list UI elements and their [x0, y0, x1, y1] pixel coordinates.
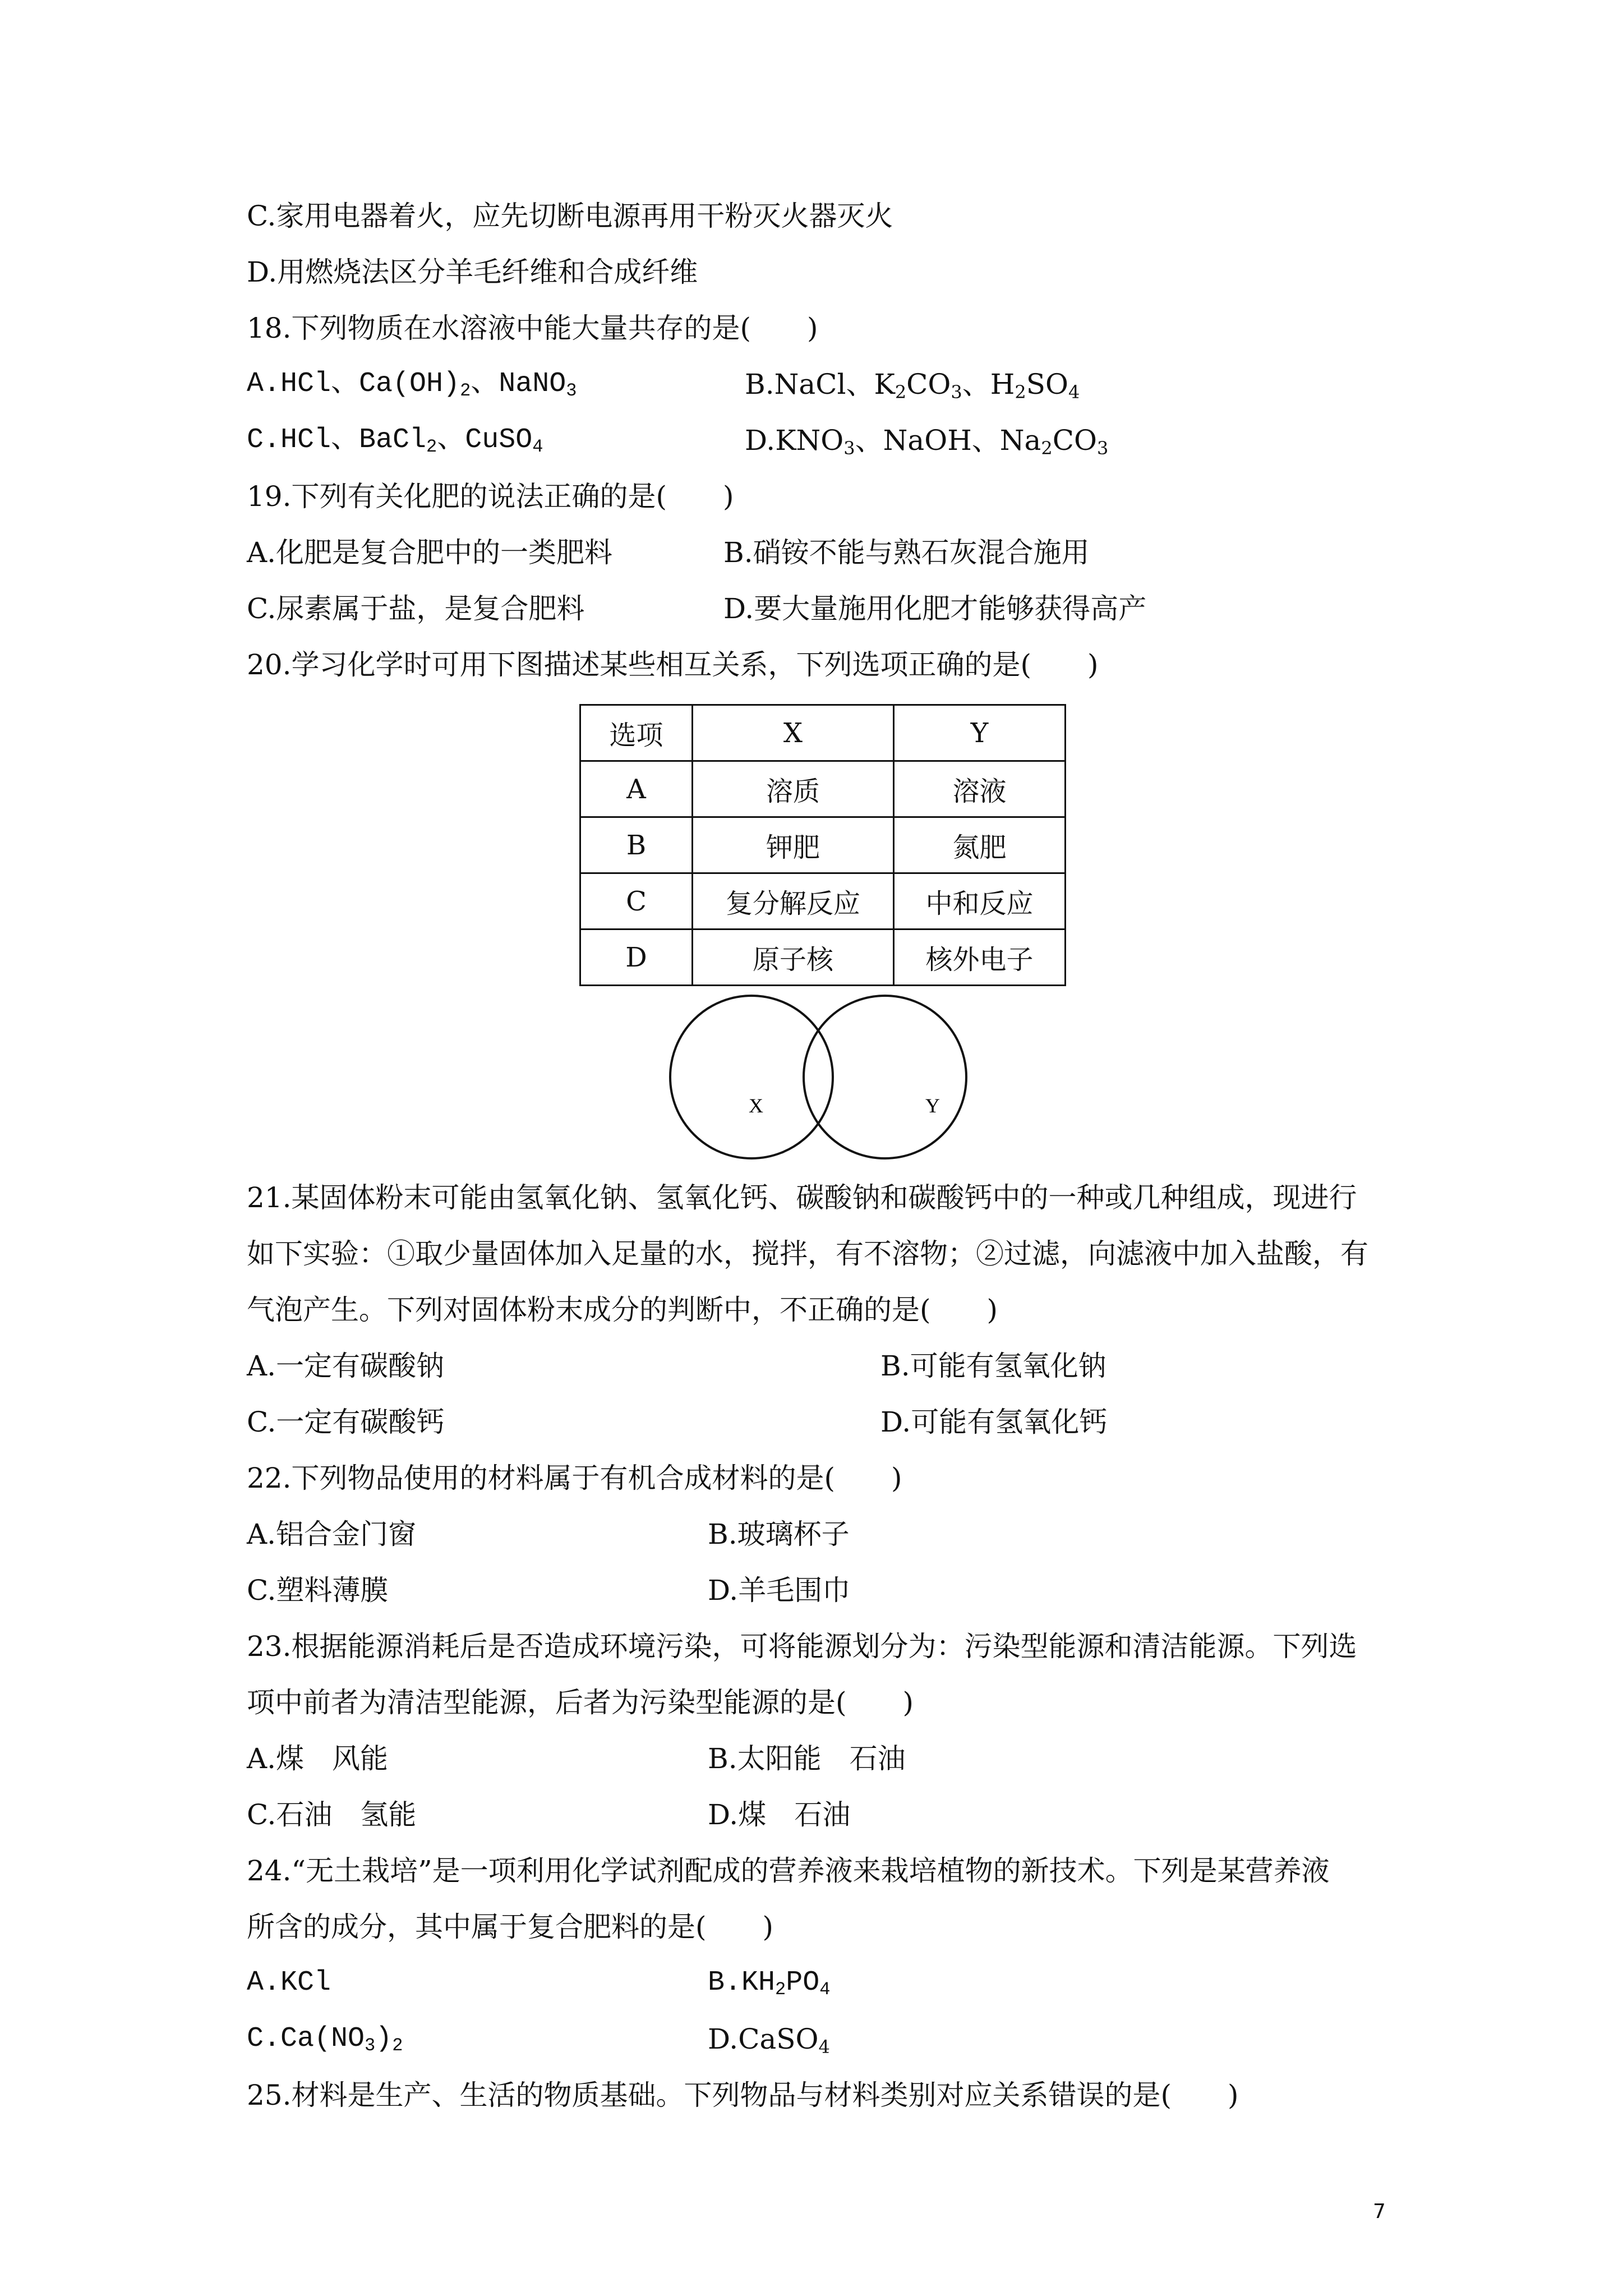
- q20-stem: 20.学习化学时可用下图描述某些相互关系，下列选项正确的是( ): [247, 648, 1099, 681]
- q23-option-a: A.煤 风能: [247, 1742, 389, 1775]
- q19-option-c: C.尿素属于盐，是复合肥料: [247, 592, 585, 625]
- q24-option-b: $B.KH_2PO_4$: [708, 1967, 831, 2000]
- table-header: Y: [894, 705, 1066, 761]
- q21-stem-line1: 21.某固体粉末可能由氢氧化钠、氢氧化钙、碳酸钠和碳酸钙中的一种或几种组成，现进行: [247, 1181, 1357, 1214]
- relationship-table: [579, 704, 1066, 986]
- table-cell: 中和反应: [894, 873, 1066, 930]
- q24-stem-line2: 所含的成分，其中属于复合肥料的是( ): [247, 1911, 774, 1943]
- q18-option-a: A.HCl、$Ca(OH)_2$、NaNO$_3$: [247, 368, 577, 401]
- table-cell: 氮肥: [894, 817, 1066, 873]
- venn-circle-x: [670, 996, 833, 1158]
- table-cell: 钾肥: [693, 817, 894, 873]
- venn-label-x: X: [749, 1094, 763, 1117]
- q18-option-b: B.NaCl、$K_2CO_3$、$H_2SO_4$: [745, 368, 1080, 403]
- q21-stem-line2: 如下实验：①取少量固体加入足量的水，搅拌，有不溶物；②过滤，向滤液中加入盐酸，有: [247, 1237, 1368, 1270]
- table-cell: 核外电子: [894, 930, 1066, 986]
- q24-option-d: D.CaSO$_4$: [708, 2023, 830, 2058]
- venn-diagram: [667, 993, 970, 1161]
- table-header: 选项: [580, 705, 693, 761]
- table-cell: B: [580, 817, 693, 873]
- table-row: [580, 873, 1066, 930]
- table-cell: C: [580, 873, 693, 930]
- q25-stem: 25.材料是生产、生活的物质基础。下列物品与材料类别对应关系错误的是( ): [247, 2079, 1239, 2111]
- table-header-row: [580, 705, 1066, 761]
- table-cell: 原子核: [693, 930, 894, 986]
- q24-stem-line1: 24.“无土栽培”是一项利用化学试剂配成的营养液来栽培植物的新技术。下列是某营养液: [247, 1855, 1330, 1887]
- q23-option-d: D.煤 石油: [708, 1798, 851, 1831]
- q19-option-a: A.化肥是复合肥中的一类肥料: [247, 536, 613, 569]
- table-cell: A: [580, 761, 693, 817]
- q24-option-a: A.KCl: [247, 1967, 331, 1999]
- q22-option-b: B.玻璃杯子: [708, 1518, 850, 1550]
- table-header: X: [693, 705, 894, 761]
- q19-stem: 19.下列有关化肥的说法正确的是( ): [247, 480, 734, 513]
- table-row: [580, 930, 1066, 986]
- q17-option-d: D.用燃烧法区分羊毛纤维和合成纤维: [247, 256, 698, 288]
- q23-stem-line2: 项中前者为清洁型能源，后者为污染型能源的是( ): [247, 1686, 914, 1719]
- q22-stem: 22.下列物品使用的材料属于有机合成材料的是( ): [247, 1462, 902, 1494]
- q19-option-d: D.要大量施用化肥才能够获得高产: [723, 592, 1147, 625]
- q19-option-b: B.硝铵不能与熟石灰混合施用: [723, 536, 1090, 569]
- q21-option-c: C.一定有碳酸钙: [247, 1406, 445, 1438]
- q21-option-d: D.可能有氢氧化钙: [880, 1406, 1108, 1438]
- q23-stem-line1: 23.根据能源消耗后是否造成环境污染，可将能源划分为：污染型能源和清洁能源。下列选: [247, 1630, 1357, 1663]
- table-cell: 溶质: [693, 761, 894, 817]
- venn-circle-y: [804, 996, 966, 1158]
- q22-option-d: D.羊毛围巾: [708, 1574, 851, 1607]
- table-row: [580, 761, 1066, 817]
- q18-stem: 18.下列物质在水溶液中能大量共存的是( ): [247, 312, 818, 344]
- q18-option-d: $D.KNO_3$、NaOH、$Na_2CO_3$: [745, 424, 1109, 459]
- q21-option-a: A.一定有碳酸钠: [247, 1350, 445, 1382]
- q24-option-c: $C.Ca(NO_3)_2$: [247, 2023, 403, 2056]
- q23-option-b: B.太阳能 石油: [708, 1742, 906, 1775]
- q18-option-c: C.HCl、BaCl$_2$、CuSO$_4$: [247, 424, 543, 457]
- page-number: 7: [1373, 2200, 1386, 2223]
- table-row: [580, 817, 1066, 873]
- venn-label-y: Y: [925, 1094, 940, 1117]
- q21-option-b: B.可能有氢氧化钠: [880, 1350, 1106, 1382]
- q17-option-c: C.家用电器着火，应先切断电源再用干粉灭火器灭火: [247, 200, 893, 232]
- table-cell: 溶液: [894, 761, 1066, 817]
- q23-option-c: C.石油 氢能: [247, 1798, 417, 1831]
- q22-option-a: A.铝合金门窗: [247, 1518, 417, 1550]
- q21-stem-line3: 气泡产生。下列对固体粉末成分的判断中，不正确的是( ): [247, 1294, 998, 1326]
- q22-option-c: C.塑料薄膜: [247, 1574, 389, 1607]
- table-cell: D: [580, 930, 693, 986]
- table-cell: 复分解反应: [693, 873, 894, 930]
